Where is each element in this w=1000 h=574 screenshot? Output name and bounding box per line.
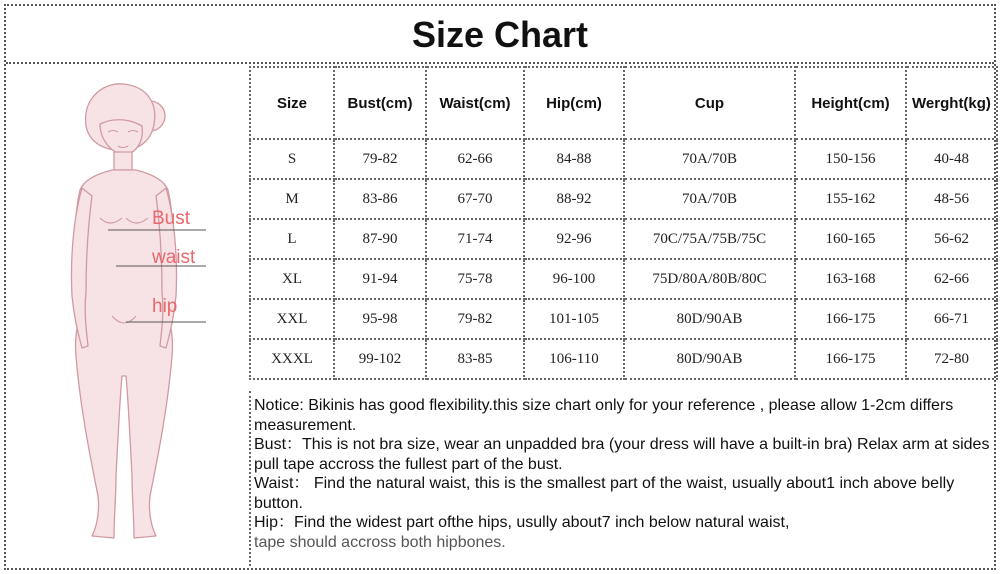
cell-cup: 70A/70B bbox=[624, 179, 795, 219]
bust-label: Bust bbox=[152, 208, 191, 229]
bust-note: Bust：This is not bra size, wear an unpadded bra (your dress will have a built-in bra) Relax arm at sides pull tape accross the fullest part of the bust. bbox=[254, 436, 990, 473]
cell-waist: 62-66 bbox=[426, 139, 524, 179]
cell-bust: 83-86 bbox=[334, 179, 426, 219]
cell-size: XL bbox=[250, 259, 334, 299]
header-bust: Bust(cm) bbox=[334, 67, 426, 139]
cell-height: 150-156 bbox=[795, 139, 906, 179]
table-row bbox=[250, 259, 997, 299]
size-chart-table bbox=[249, 66, 998, 380]
cell-hip: 96-100 bbox=[524, 259, 624, 299]
cell-weight: 40-48 bbox=[906, 139, 997, 179]
body-figure-illustration bbox=[8, 66, 244, 566]
cell-bust: 87-90 bbox=[334, 219, 426, 259]
hip-note-continued: tape should accross both hipbones. bbox=[254, 533, 506, 551]
header-size: Size bbox=[250, 67, 334, 139]
page-title: Size Chart bbox=[411, 14, 589, 55]
waist-label: waist bbox=[152, 247, 196, 268]
cell-cup: 70C/75A/75B/75C bbox=[624, 219, 795, 259]
measurement-notes bbox=[254, 396, 996, 552]
cell-weight: 48-56 bbox=[906, 179, 997, 219]
cell-cup: 70A/70B bbox=[624, 139, 795, 179]
cell-cup: 75D/80A/80B/80C bbox=[624, 259, 795, 299]
header-cup: Cup bbox=[624, 67, 795, 139]
cell-waist: 79-82 bbox=[426, 299, 524, 339]
table-row bbox=[250, 299, 997, 339]
table-row bbox=[250, 219, 997, 259]
table-row bbox=[250, 339, 997, 379]
cell-size: S bbox=[250, 139, 334, 179]
cell-height: 166-175 bbox=[795, 299, 906, 339]
cell-height: 160-165 bbox=[795, 219, 906, 259]
header-waist: Waist(cm) bbox=[426, 67, 524, 139]
hip-label: hip bbox=[152, 296, 178, 317]
cell-hip: 84-88 bbox=[524, 139, 624, 179]
cell-waist: 83-85 bbox=[426, 339, 524, 379]
cell-waist: 75-78 bbox=[426, 259, 524, 299]
cell-bust: 79-82 bbox=[334, 139, 426, 179]
table-row bbox=[250, 179, 997, 219]
notice-note: Notice: Bikinis has good flexibility.this size chart only for your reference , please allow 1-2cm differs measurement. bbox=[254, 397, 954, 434]
cell-weight: 72-80 bbox=[906, 339, 997, 379]
cell-height: 166-175 bbox=[795, 339, 906, 379]
cell-weight: 62-66 bbox=[906, 259, 997, 299]
cell-bust: 91-94 bbox=[334, 259, 426, 299]
cell-hip: 106-110 bbox=[524, 339, 624, 379]
cell-size: M bbox=[250, 179, 334, 219]
cell-size: XXL bbox=[250, 299, 334, 339]
waist-note: Waist： Find the natural waist, this is the smallest part of the waist, usually about1 inch above belly button. bbox=[254, 475, 955, 512]
cell-waist: 67-70 bbox=[426, 179, 524, 219]
body-figure-panel bbox=[8, 66, 244, 566]
cell-height: 155-162 bbox=[795, 179, 906, 219]
header-hip: Hip(cm) bbox=[524, 67, 624, 139]
hip-note: Hip：Find the widest part ofthe hips, usully about7 inch below natural waist, bbox=[254, 514, 790, 531]
cell-waist: 71-74 bbox=[426, 219, 524, 259]
cell-bust: 95-98 bbox=[334, 299, 426, 339]
header-height: Height(cm) bbox=[795, 67, 906, 139]
cell-hip: 101-105 bbox=[524, 299, 624, 339]
face-shape bbox=[100, 120, 142, 154]
title-divider bbox=[6, 62, 994, 64]
cell-bust: 99-102 bbox=[334, 339, 426, 379]
table-header-row bbox=[250, 67, 997, 139]
cell-height: 163-168 bbox=[795, 259, 906, 299]
cell-hip: 92-96 bbox=[524, 219, 624, 259]
header-weight: Werght(kg) bbox=[906, 67, 997, 139]
cell-size: L bbox=[250, 219, 334, 259]
cell-size: XXXL bbox=[250, 339, 334, 379]
cell-weight: 56-62 bbox=[906, 219, 997, 259]
neck-shape bbox=[114, 152, 132, 170]
cell-cup: 80D/90AB bbox=[624, 339, 795, 379]
cell-cup: 80D/90AB bbox=[624, 299, 795, 339]
table-row bbox=[250, 139, 997, 179]
cell-hip: 88-92 bbox=[524, 179, 624, 219]
cell-weight: 66-71 bbox=[906, 299, 997, 339]
